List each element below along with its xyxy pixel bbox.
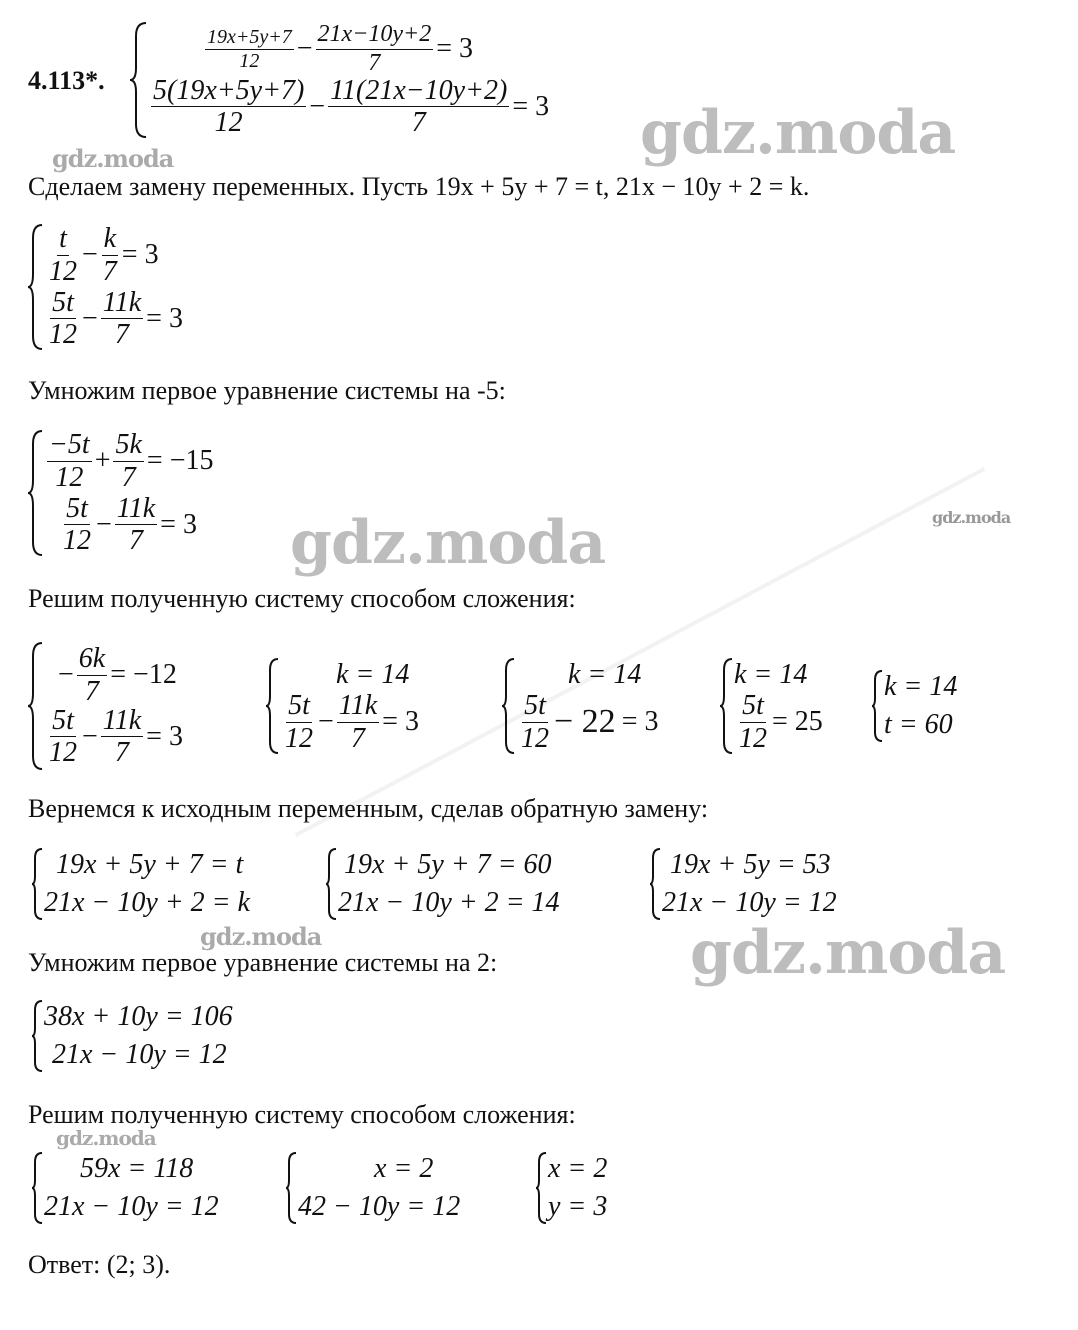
- brace-icon: [30, 846, 44, 922]
- system-t-equation: k = 14 $\frac{5t}{12}$ = 25: [718, 656, 823, 756]
- system-simplified: 19x + 5y = 53 21x − 10y = 12: [648, 846, 837, 922]
- system-back-substitution: 19x + 5y + 7 = t 21x − 10y + 2 = k: [30, 846, 250, 922]
- watermark-logo: gdz.moda: [200, 922, 322, 951]
- watermark-logo: gdz.moda: [52, 144, 174, 173]
- watermark-logo: gdz.moda: [690, 918, 1006, 988]
- brace-icon: [30, 1150, 44, 1226]
- brace-icon: [128, 20, 148, 140]
- brace-icon: [26, 222, 44, 352]
- brace-icon: [534, 1150, 548, 1226]
- system-original: $\frac{19x+5y+7}{12}$ − $\frac{21x-10y+2}{7}$ = 3 $\frac{5(19x+5y+7)}{12}$ − $\frac{11(21x-10y+2)}{7}$ = 3: [128, 20, 549, 140]
- step2-text: Решим полученную систему способом сложения:: [28, 584, 576, 613]
- system-multiplied: $\frac{-5t}{12}$ + $\frac{5k}{7}$ = −15 $\frac{5t}{12}$ − $\frac{11k}{7}$ = 3: [26, 428, 214, 558]
- system-x-found: x = 2 42 − 10y = 12: [284, 1150, 460, 1226]
- watermark-logo: gdz.moda: [932, 508, 1011, 527]
- system-substituted: $\frac{t}{12}$ − $\frac{k}{7}$ = 3 $\frac{5t}{12}$ − $\frac{11k}{7}$ = 3: [26, 222, 183, 352]
- system-tk-solution: k = 14 t = 60: [870, 668, 957, 744]
- brace-icon: [26, 640, 44, 772]
- system-k-found: k = 14 $\frac{5t}{12}$ − $\frac{11k}{7}$ = 3: [264, 656, 419, 756]
- problem-number: 4.113*.: [28, 66, 105, 95]
- watermark-logo: gdz.moda: [290, 508, 606, 578]
- system-values-inserted: 19x + 5y + 7 = 60 21x − 10y + 2 = 14: [324, 846, 560, 922]
- step5-text: Решим полученную систему способом сложения:: [28, 1100, 576, 1129]
- step1-text: Умножим первое уравнение системы на -5:: [28, 376, 506, 405]
- brace-icon: [870, 668, 884, 744]
- step3-text: Вернемся к исходным переменным, сделав обратную замену:: [28, 794, 709, 823]
- brace-icon: [30, 998, 44, 1074]
- brace-icon: [284, 1150, 298, 1226]
- system-doubled: 38x + 10y = 106 21x − 10y = 12: [30, 998, 233, 1074]
- brace-icon: [648, 846, 662, 922]
- brace-icon: [324, 846, 338, 922]
- brace-icon: [718, 656, 734, 756]
- brace-icon: [264, 656, 280, 756]
- system-k-substituted: k = 14 $\frac{5t}{12}$ − 22 = 3: [500, 656, 658, 756]
- watermark-logo: gdz.moda: [56, 1126, 156, 1150]
- watermark-logo: gdz.moda: [640, 98, 956, 168]
- answer-text: Ответ: (2; 3).: [28, 1250, 171, 1279]
- intro-text: Сделаем замену переменных. Пусть 19x + 5y + 7 = t, 21x − 10y + 2 = k.: [28, 172, 810, 201]
- system-added: − $\frac{6k}{7}$ = −12 $\frac{5t}{12}$ − $\frac{11k}{7}$ = 3: [26, 640, 183, 772]
- system-solution: x = 2 y = 3: [534, 1150, 607, 1226]
- brace-icon: [500, 656, 516, 756]
- step4-text: Умножим первое уравнение системы на 2:: [28, 948, 498, 977]
- brace-icon: [26, 428, 44, 558]
- system-final-add: 59x = 118 21x − 10y = 12: [30, 1150, 219, 1226]
